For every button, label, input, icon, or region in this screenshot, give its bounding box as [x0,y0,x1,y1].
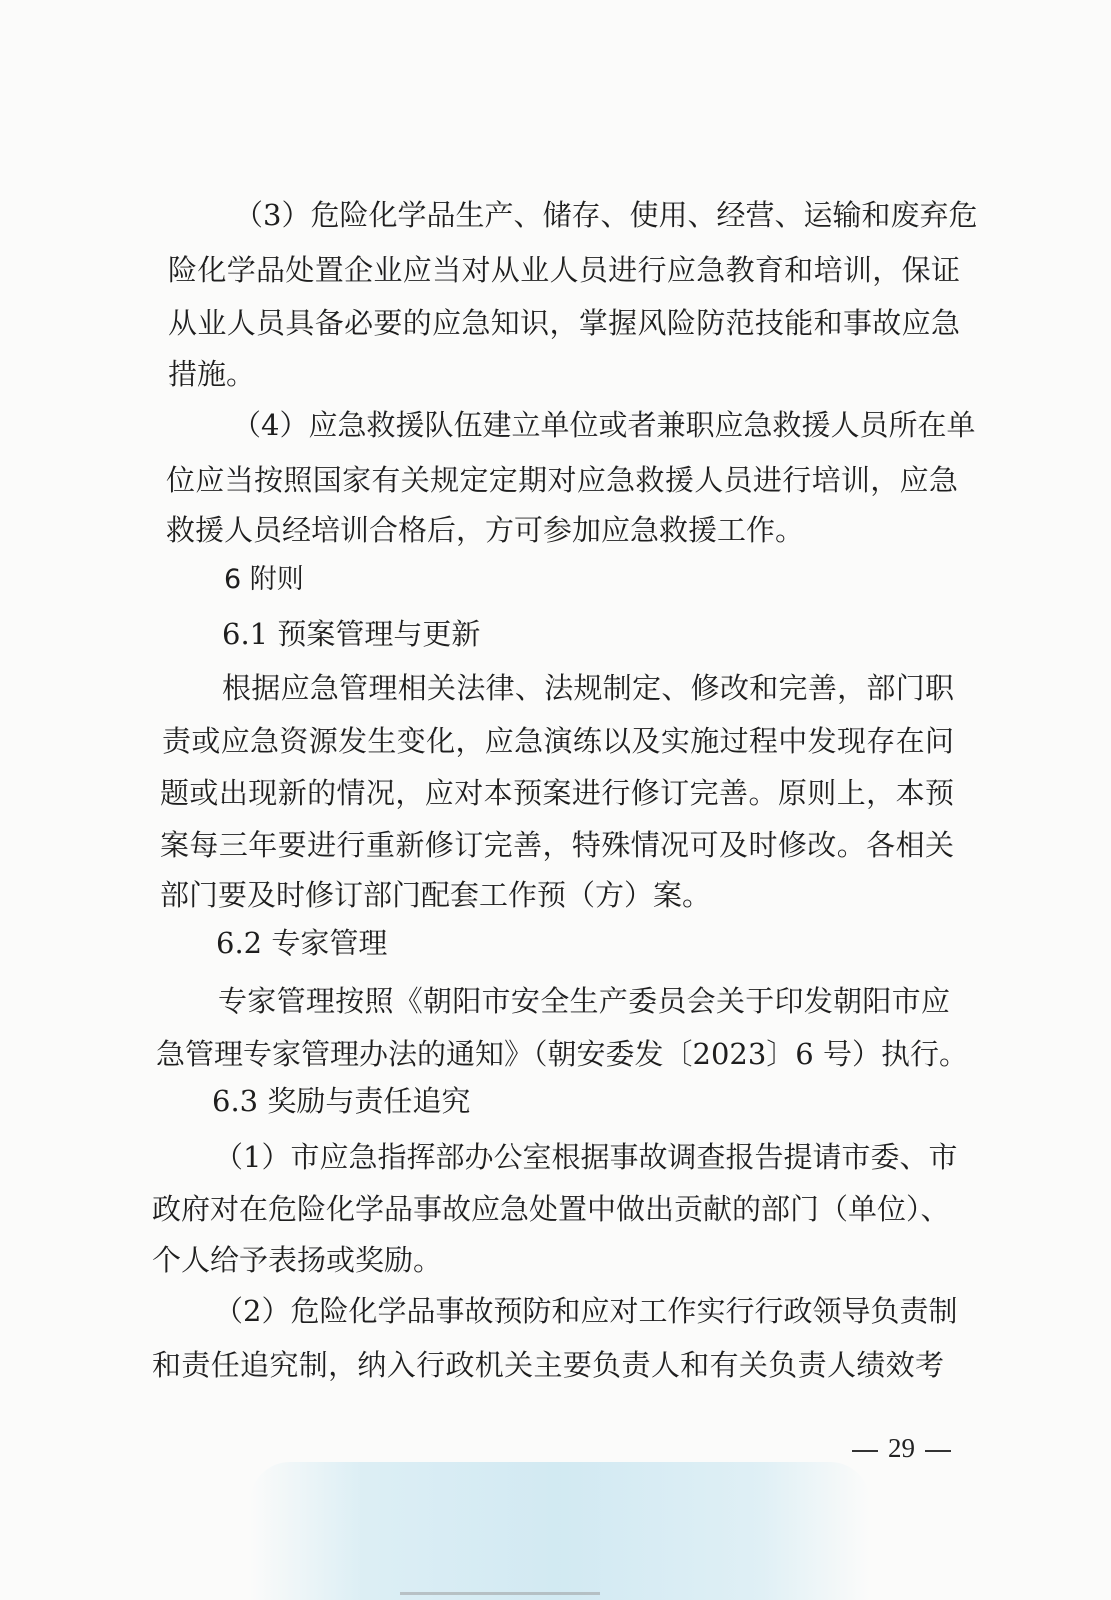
subsection-heading: 6.3 奖励与责任追究 [212,1084,471,1118]
text-line: 专家管理按照《朝阳市安全生产委员会关于印发朝阳市应 [218,984,950,1018]
text-line: 个人给予表扬或奖励。 [152,1243,443,1277]
text-line: 措施。 [168,357,256,391]
dash-left [852,1450,878,1452]
dash-right [925,1450,951,1452]
text-line: 部门要及时修订部门配套工作预（方）案。 [160,878,712,912]
text-line: 和责任追究制，纳入行政机关主要负责人和有关负责人绩效考 [152,1348,944,1382]
page-footer-tint [250,1462,870,1600]
text-line: 根据应急管理相关法律、法规制定、修改和完善，部门职 [222,671,954,705]
text-line: 责或应急资源发生变化，应急演练以及实施过程中发现存在问 [162,724,954,758]
text-line: 从业人员具备必要的应急知识，掌握风险防范技能和事故应急 [168,306,960,340]
page-number [842,1435,961,1462]
text-line: 救援人员经培训合格后，方可参加应急救援工作。 [166,513,805,547]
text-line: 急管理专家管理办法的通知》（朝安委发〔2023〕6 号）执行。 [156,1037,968,1071]
text-line: 案每三年要进行重新修订完善，特殊情况可及时修改。各相关 [160,828,954,862]
section-heading: 6 附则 [224,564,304,595]
subsection-heading: 6.2 专家管理 [216,926,388,960]
page-number-value: 29 [888,1433,915,1463]
scan-edge-mark [400,1592,600,1595]
text-line: 险化学品处置企业应当对从业人员进行应急教育和培训，保证 [168,253,960,287]
text-line: （1）市应急指挥部办公室根据事故调查报告提请市委、市 [214,1140,958,1174]
text-line: （2）危险化学品事故预防和应对工作实行行政领导负责制 [214,1294,958,1328]
subsection-heading: 6.1 预案管理与更新 [222,617,481,651]
text-line: （4）应急救援队伍建立单位或者兼职应急救援人员所在单 [232,408,976,442]
text-line: 题或出现新的情况，应对本预案进行修订完善。原则上，本预 [160,776,954,810]
text-line: 位应当按照国家有关规定定期对应急救援人员进行培训，应急 [166,463,958,497]
text-line: （3）危险化学品生产、储存、使用、经营、运输和废弃危 [234,198,978,232]
text-line: 政府对在危险化学品事故应急处置中做出贡献的部门（单位）、 [152,1192,950,1226]
